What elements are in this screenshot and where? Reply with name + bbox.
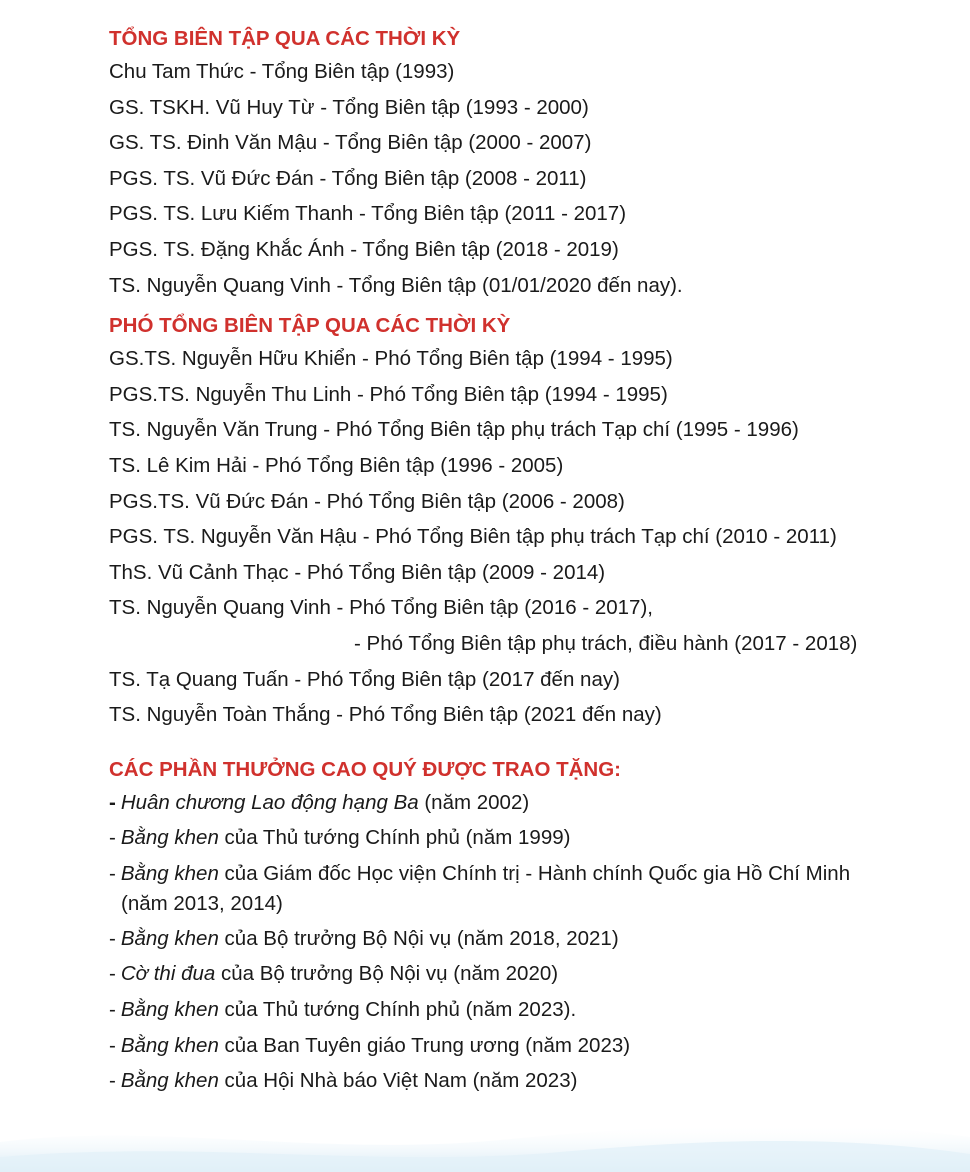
awards-list xyxy=(109,785,939,1099)
award-item xyxy=(109,820,939,856)
list-item: Chu Tam Thức - Tổng Biên tập (1993) xyxy=(109,60,455,83)
award-title: Cờ thi đua xyxy=(120,962,216,986)
awards-heading: CÁC PHẦN THƯỞNG CAO QUÝ ĐƯỢC TRAO TẶNG: xyxy=(109,757,621,781)
list-item: TS. Nguyễn Toàn Thắng - Phó Tổng Biên tập (2021 đến nay) xyxy=(109,703,662,727)
award-detail-continuation: (năm 2013, 2014) xyxy=(121,891,283,915)
award-title: Huân chương Lao động hạng Ba xyxy=(120,790,419,814)
award-dash: - xyxy=(109,962,116,986)
award-dash: - xyxy=(109,998,116,1022)
award-title: Bằng khen xyxy=(120,861,219,885)
award-item xyxy=(109,921,939,957)
list-item: PGS. TS. Vũ Đức Đán - Tổng Biên tập (2008 - 2011) xyxy=(109,166,587,190)
decorative-wave-background xyxy=(0,1102,970,1172)
award-title: Bằng khen xyxy=(120,1033,219,1057)
award-detail: của Thủ tướng Chính phủ (năm 1999) xyxy=(218,826,571,850)
award-dash: - xyxy=(109,826,116,850)
award-item xyxy=(109,856,939,921)
list-item: PGS. TS. Đặng Khắc Ánh - Tổng Biên tập (2018 - 2019) xyxy=(109,237,619,261)
award-detail: của Thủ tướng Chính phủ (năm 2023). xyxy=(218,998,577,1022)
award-detail: của Bộ trưởng Bộ Nội vụ (năm 2020) xyxy=(215,962,559,986)
list-item: PGS. TS. Nguyễn Văn Hậu - Phó Tổng Biên tập phụ trách Tạp chí (2010 - 2011) xyxy=(109,525,837,549)
list-item: GS.TS. Nguyễn Hữu Khiển - Phó Tổng Biên tập (1994 - 1995) xyxy=(109,347,673,371)
list-item: GS. TSKH. Vũ Huy Từ - Tổng Biên tập (1993 - 2000) xyxy=(109,95,589,119)
document-page xyxy=(109,24,939,1099)
list-item: TS. Lê Kim Hải - Phó Tổng Biên tập (1996 - 2005) xyxy=(109,453,564,477)
award-dash: - xyxy=(109,790,116,814)
list-item: TS. Tạ Quang Tuấn - Phó Tổng Biên tập (2017 đến nay) xyxy=(109,667,620,691)
list-item: TS. Nguyễn Quang Vinh - Tổng Biên tập (01/01/2020 đến nay). xyxy=(109,273,683,297)
award-item xyxy=(109,1063,939,1099)
award-dash: - xyxy=(109,1033,116,1057)
chief-editors-heading: TỔNG BIÊN TẬP QUA CÁC THỜI KỲ xyxy=(109,27,461,50)
award-item xyxy=(109,992,939,1028)
list-item: PGS. TS. Lưu Kiếm Thanh - Tổng Biên tập (2011 - 2017) xyxy=(109,202,627,226)
award-dash: - xyxy=(109,861,116,885)
deputy-editors-heading: PHÓ TỔNG BIÊN TẬP QUA CÁC THỜI KỲ xyxy=(109,314,511,338)
award-detail: của Giám đốc Học viện Chính trị - Hành chính Quốc gia Hồ Chí Minh xyxy=(218,861,851,885)
award-title: Bằng khen xyxy=(120,926,219,950)
award-title: Bằng khen xyxy=(120,1069,219,1093)
award-title: Bằng khen xyxy=(120,998,219,1022)
award-detail: của Ban Tuyên giáo Trung ương (năm 2023) xyxy=(218,1033,631,1057)
list-item-continuation: - Phó Tổng Biên tập phụ trách, điều hành (2017 - 2018) xyxy=(354,631,858,655)
list-item: GS. TS. Đinh Văn Mậu - Tổng Biên tập (2000 - 2007) xyxy=(109,131,592,155)
award-detail: (năm 2002) xyxy=(418,790,530,814)
award-item xyxy=(109,1028,939,1064)
award-detail: của Hội Nhà báo Việt Nam (năm 2023) xyxy=(218,1069,578,1093)
award-item xyxy=(109,956,939,992)
award-detail: của Bộ trưởng Bộ Nội vụ (năm 2018, 2021) xyxy=(218,926,619,950)
list-item: ThS. Vũ Cảnh Thạc - Phó Tổng Biên tập (2009 - 2014) xyxy=(109,560,606,584)
list-item: TS. Nguyễn Quang Vinh - Phó Tổng Biên tập (2016 - 2017), xyxy=(109,596,653,620)
award-dash: - xyxy=(109,926,116,950)
list-item: PGS.TS. Vũ Đức Đán - Phó Tổng Biên tập (2006 - 2008) xyxy=(109,489,625,513)
list-item: PGS.TS. Nguyễn Thu Linh - Phó Tổng Biên tập (1994 - 1995) xyxy=(109,382,668,406)
list-item: TS. Nguyễn Văn Trung - Phó Tổng Biên tập phụ trách Tạp chí (1995 - 1996) xyxy=(109,418,799,442)
deputy-editors-list xyxy=(109,341,939,733)
chief-editors-list xyxy=(109,54,939,303)
award-dash: - xyxy=(109,1069,116,1093)
award-item xyxy=(109,785,939,821)
award-title: Bằng khen xyxy=(120,826,219,850)
